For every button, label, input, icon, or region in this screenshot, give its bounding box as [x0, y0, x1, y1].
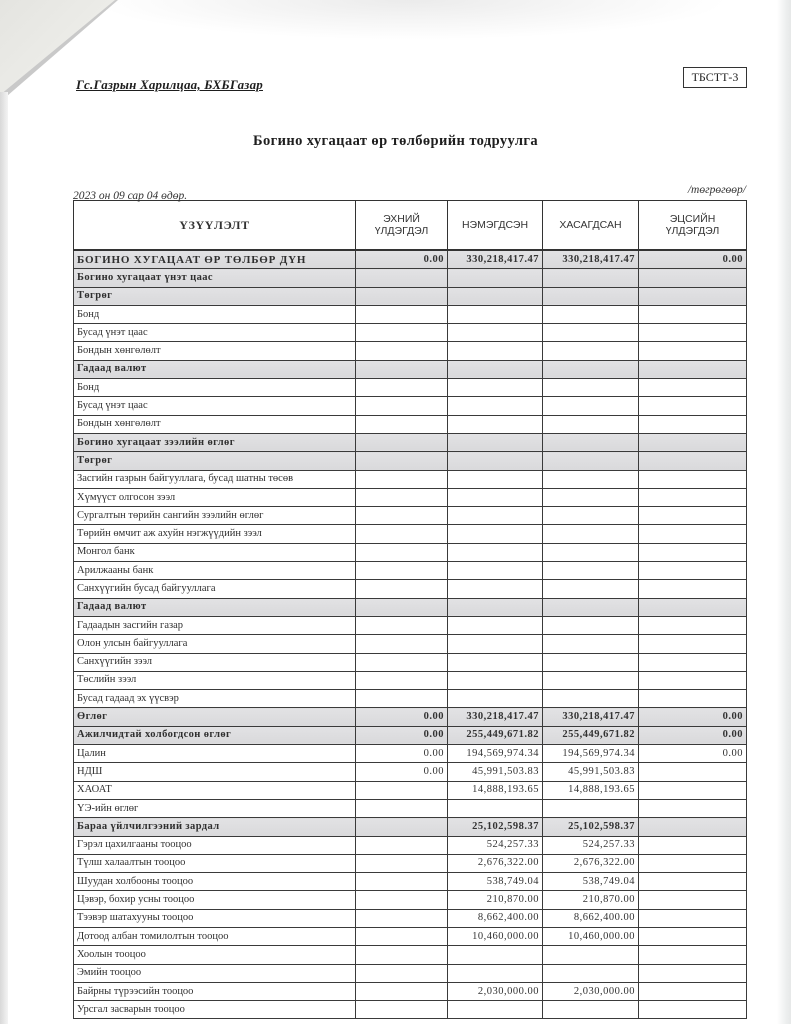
cell-opening-balance — [356, 324, 448, 342]
cell-opening-balance — [356, 562, 448, 580]
row-label: Эмийн тооцоо — [74, 964, 356, 982]
column-header-line: ҮЛДЭГДЭЛ — [665, 225, 720, 237]
table-header-row — [74, 201, 747, 251]
table-row — [74, 891, 747, 909]
cell-opening-balance — [356, 433, 448, 451]
row-label: Арилжааны банк — [74, 562, 356, 580]
table-row — [74, 433, 747, 451]
table-row — [74, 342, 747, 360]
cell-opening-balance — [356, 415, 448, 433]
cell-increased: 14,888,193.65 — [448, 781, 543, 799]
cell-decreased — [543, 433, 639, 451]
cell-decreased: 14,888,193.65 — [543, 781, 639, 799]
table-row — [74, 452, 747, 470]
cell-decreased: 2,676,322.00 — [543, 854, 639, 872]
table-row — [74, 836, 747, 854]
cell-increased — [448, 379, 543, 397]
cell-decreased: 194,569,974.34 — [543, 745, 639, 763]
cell-opening-balance — [356, 1001, 448, 1019]
cell-opening-balance: 0.00 — [356, 745, 448, 763]
cell-increased — [448, 342, 543, 360]
cell-closing-balance — [639, 324, 747, 342]
cell-closing-balance — [639, 873, 747, 891]
table-row — [74, 982, 747, 1000]
cell-increased: 255,449,671.82 — [448, 726, 543, 744]
row-label: Бондын хөнгөлөлт — [74, 415, 356, 433]
cell-decreased: 330,218,417.47 — [543, 250, 639, 269]
table-row — [74, 562, 747, 580]
cell-increased — [448, 415, 543, 433]
cell-opening-balance — [356, 836, 448, 854]
cell-opening-balance — [356, 507, 448, 525]
cell-increased: 45,991,503.83 — [448, 763, 543, 781]
cell-closing-balance: 0.00 — [639, 726, 747, 744]
cell-closing-balance — [639, 635, 747, 653]
cell-decreased: 8,662,400.00 — [543, 909, 639, 927]
row-label: Монгол банк — [74, 543, 356, 561]
table-row — [74, 653, 747, 671]
cell-opening-balance — [356, 799, 448, 817]
table-row — [74, 379, 747, 397]
cell-closing-balance — [639, 562, 747, 580]
column-header-decreased: ХАСАГДСАН — [543, 201, 639, 251]
cell-opening-balance — [356, 269, 448, 287]
table-row — [74, 470, 747, 488]
cell-increased — [448, 616, 543, 634]
table-row — [74, 287, 747, 305]
cell-decreased: 25,102,598.37 — [543, 818, 639, 836]
row-label: Бонд — [74, 305, 356, 323]
cell-opening-balance — [356, 470, 448, 488]
document-title: Богино хугацаат өр төлбөрийн тодруулга — [253, 133, 538, 149]
cell-opening-balance — [356, 543, 448, 561]
table-row — [74, 269, 747, 287]
cell-decreased: 2,030,000.00 — [543, 982, 639, 1000]
row-label: НДШ — [74, 763, 356, 781]
cell-decreased — [543, 562, 639, 580]
cell-decreased — [543, 342, 639, 360]
cell-opening-balance — [356, 488, 448, 506]
table-row — [74, 964, 747, 982]
cell-increased — [448, 287, 543, 305]
cell-increased: 330,218,417.47 — [448, 250, 543, 269]
currency-unit: /төгрөгөөр/ — [687, 184, 746, 196]
row-label: Бусад гадаад эх үүсвэр — [74, 690, 356, 708]
cell-closing-balance — [639, 379, 747, 397]
row-label: Санхүүгийн зээл — [74, 653, 356, 671]
column-header-opening-balance — [356, 201, 448, 251]
cell-closing-balance: 0.00 — [639, 250, 747, 269]
column-header-indicator: ҮЗҮҮЛЭЛТ — [74, 201, 356, 251]
cell-increased: 538,749.04 — [448, 873, 543, 891]
table-row — [74, 616, 747, 634]
cell-opening-balance — [356, 287, 448, 305]
row-label: БОГИНО ХУГАЦААТ ӨР ТӨЛБӨР ДҮН — [74, 250, 356, 269]
cell-increased — [448, 360, 543, 378]
cell-closing-balance — [639, 891, 747, 909]
cell-closing-balance — [639, 781, 747, 799]
table-row — [74, 745, 747, 763]
table-row — [74, 763, 747, 781]
cell-opening-balance — [356, 342, 448, 360]
row-label: Түлш халаалтын тооцоо — [74, 854, 356, 872]
row-label: Сургалтын төрийн сангийн зээлийн өглөг — [74, 507, 356, 525]
table-row — [74, 799, 747, 817]
cell-decreased — [543, 964, 639, 982]
row-label: Бондын хөнгөлөлт — [74, 342, 356, 360]
cell-closing-balance — [639, 854, 747, 872]
cell-closing-balance — [639, 360, 747, 378]
cell-opening-balance — [356, 653, 448, 671]
cell-increased — [448, 507, 543, 525]
cell-increased — [448, 635, 543, 653]
row-label: Дотоод албан томилолтын тооцоо — [74, 927, 356, 945]
cell-opening-balance — [356, 891, 448, 909]
row-label: Гэрэл цахилгааны тооцоо — [74, 836, 356, 854]
cell-decreased — [543, 360, 639, 378]
cell-increased — [448, 580, 543, 598]
cell-increased — [448, 598, 543, 616]
table-row — [74, 305, 747, 323]
table-row — [74, 543, 747, 561]
cell-decreased — [543, 379, 639, 397]
cell-closing-balance — [639, 470, 747, 488]
cell-increased — [448, 562, 543, 580]
cell-opening-balance — [356, 580, 448, 598]
table-row — [74, 360, 747, 378]
row-label: Хоолын тооцоо — [74, 946, 356, 964]
table-body — [74, 250, 747, 1019]
cell-closing-balance — [639, 543, 747, 561]
cell-increased — [448, 433, 543, 451]
cell-opening-balance — [356, 635, 448, 653]
cell-decreased — [543, 671, 639, 689]
cell-closing-balance — [639, 269, 747, 287]
cell-closing-balance — [639, 415, 747, 433]
table-row — [74, 909, 747, 927]
row-label: Байрны түрээсийн тооцоо — [74, 982, 356, 1000]
cell-increased — [448, 324, 543, 342]
table-row — [74, 598, 747, 616]
cell-closing-balance — [639, 946, 747, 964]
cell-decreased — [543, 488, 639, 506]
row-label: Гадаадын засгийн газар — [74, 616, 356, 634]
cell-increased — [448, 525, 543, 543]
cell-increased — [448, 690, 543, 708]
cell-decreased — [543, 598, 639, 616]
row-label: Хүмүүст олгосон зээл — [74, 488, 356, 506]
cell-closing-balance — [639, 671, 747, 689]
row-label: Төрийн өмчит аж ахуйн нэгжүүдийн зээл — [74, 525, 356, 543]
table-row — [74, 671, 747, 689]
row-label: Гадаад валют — [74, 360, 356, 378]
cell-increased — [448, 1001, 543, 1019]
cell-decreased: 255,449,671.82 — [543, 726, 639, 744]
cell-increased — [448, 946, 543, 964]
row-label: Шуудан холбооны тооцоо — [74, 873, 356, 891]
liabilities-table — [73, 200, 747, 1019]
row-label: Засгийн газрын байгууллага, бусад шатны төсөв — [74, 470, 356, 488]
cell-decreased — [543, 269, 639, 287]
row-label: Бонд — [74, 379, 356, 397]
cell-opening-balance — [356, 452, 448, 470]
table-row — [74, 580, 747, 598]
cell-closing-balance — [639, 799, 747, 817]
cell-decreased — [543, 452, 639, 470]
cell-increased: 10,460,000.00 — [448, 927, 543, 945]
row-label: Санхүүгийн бусад байгууллага — [74, 580, 356, 598]
cell-increased: 524,257.33 — [448, 836, 543, 854]
cell-closing-balance — [639, 507, 747, 525]
cell-opening-balance: 0.00 — [356, 763, 448, 781]
cell-closing-balance — [639, 598, 747, 616]
cell-opening-balance — [356, 690, 448, 708]
cell-closing-balance — [639, 982, 747, 1000]
cell-increased — [448, 305, 543, 323]
cell-increased — [448, 397, 543, 415]
cell-closing-balance — [639, 525, 747, 543]
cell-decreased — [543, 507, 639, 525]
cell-opening-balance — [356, 525, 448, 543]
table-row — [74, 726, 747, 744]
cell-decreased: 10,460,000.00 — [543, 927, 639, 945]
cell-closing-balance — [639, 653, 747, 671]
cell-closing-balance — [639, 616, 747, 634]
row-label: Богино хугацаат үнэт цаас — [74, 269, 356, 287]
cell-decreased — [543, 324, 639, 342]
cell-decreased — [543, 653, 639, 671]
cell-opening-balance — [356, 927, 448, 945]
table-row — [74, 927, 747, 945]
table-row — [74, 708, 747, 726]
row-label: Бусад үнэт цаас — [74, 324, 356, 342]
table-row — [74, 415, 747, 433]
cell-increased — [448, 488, 543, 506]
cell-opening-balance — [356, 397, 448, 415]
cell-decreased: 538,749.04 — [543, 873, 639, 891]
cell-closing-balance — [639, 580, 747, 598]
row-label: Ажилчидтай холбогдсон өглөг — [74, 726, 356, 744]
cell-decreased — [543, 635, 639, 653]
cell-closing-balance — [639, 836, 747, 854]
cell-closing-balance — [639, 1001, 747, 1019]
cell-decreased — [543, 616, 639, 634]
cell-closing-balance — [639, 690, 747, 708]
row-label: Өглөг — [74, 708, 356, 726]
cell-increased — [448, 543, 543, 561]
row-label: ҮЭ-ийн өглөг — [74, 799, 356, 817]
cell-decreased — [543, 305, 639, 323]
column-header-increased: НЭМЭГДСЭН — [448, 201, 543, 251]
cell-increased: 330,218,417.47 — [448, 708, 543, 726]
cell-opening-balance — [356, 964, 448, 982]
table-row — [74, 818, 747, 836]
column-header-closing-balance — [639, 201, 747, 251]
cell-decreased — [543, 1001, 639, 1019]
document-date: 2023 он 09 сар 04 өдөр. — [73, 190, 188, 202]
cell-decreased — [543, 525, 639, 543]
cell-closing-balance: 0.00 — [639, 708, 747, 726]
cell-decreased — [543, 470, 639, 488]
cell-decreased: 330,218,417.47 — [543, 708, 639, 726]
cell-decreased — [543, 543, 639, 561]
page-right-edge — [777, 0, 791, 1024]
cell-closing-balance — [639, 927, 747, 945]
cell-increased: 25,102,598.37 — [448, 818, 543, 836]
table-row — [74, 781, 747, 799]
cell-closing-balance — [639, 287, 747, 305]
table-row — [74, 525, 747, 543]
row-label: Бараа үйлчилгээний зардал — [74, 818, 356, 836]
cell-opening-balance — [356, 854, 448, 872]
cell-opening-balance — [356, 671, 448, 689]
column-header-line: ҮЛДЭГДЭЛ — [374, 225, 429, 237]
page-left-edge — [0, 92, 8, 1024]
cell-opening-balance — [356, 781, 448, 799]
table-row — [74, 250, 747, 269]
table-row — [74, 635, 747, 653]
cell-decreased — [543, 580, 639, 598]
row-label: Цалин — [74, 745, 356, 763]
cell-increased — [448, 269, 543, 287]
cell-increased: 194,569,974.34 — [448, 745, 543, 763]
table-row — [74, 873, 747, 891]
scan-shadow — [90, 0, 730, 40]
cell-opening-balance — [356, 818, 448, 836]
cell-opening-balance — [356, 379, 448, 397]
cell-increased — [448, 452, 543, 470]
cell-opening-balance — [356, 909, 448, 927]
cell-increased: 8,662,400.00 — [448, 909, 543, 927]
table-row — [74, 488, 747, 506]
cell-increased — [448, 671, 543, 689]
cell-opening-balance — [356, 946, 448, 964]
cell-closing-balance — [639, 488, 747, 506]
cell-increased: 210,870.00 — [448, 891, 543, 909]
cell-closing-balance — [639, 909, 747, 927]
table-row — [74, 507, 747, 525]
cell-increased — [448, 470, 543, 488]
cell-decreased: 45,991,503.83 — [543, 763, 639, 781]
column-header-line: ЭХНИЙ — [383, 213, 420, 225]
row-label: Богино хугацаат зээлийн өглөг — [74, 433, 356, 451]
cell-decreased — [543, 799, 639, 817]
cell-decreased — [543, 690, 639, 708]
cell-opening-balance — [356, 305, 448, 323]
cell-decreased: 524,257.33 — [543, 836, 639, 854]
cell-closing-balance — [639, 342, 747, 360]
row-label: Олон улсын байгууллага — [74, 635, 356, 653]
cell-opening-balance: 0.00 — [356, 250, 448, 269]
cell-closing-balance: 0.00 — [639, 745, 747, 763]
organization-name: Гс.Газрын Харилцаа, БХБГазар — [76, 77, 263, 92]
cell-closing-balance — [639, 818, 747, 836]
cell-decreased — [543, 415, 639, 433]
cell-decreased — [543, 397, 639, 415]
table-row — [74, 854, 747, 872]
cell-decreased — [543, 287, 639, 305]
table-row — [74, 397, 747, 415]
cell-increased: 2,030,000.00 — [448, 982, 543, 1000]
cell-closing-balance — [639, 305, 747, 323]
table-row — [74, 1001, 747, 1019]
cell-opening-balance — [356, 873, 448, 891]
row-label: Төслийн зээл — [74, 671, 356, 689]
row-label: Бусад үнэт цаас — [74, 397, 356, 415]
cell-opening-balance — [356, 982, 448, 1000]
table-row — [74, 690, 747, 708]
row-label: Тээвэр шатахууны тооцоо — [74, 909, 356, 927]
table-row — [74, 324, 747, 342]
cell-increased — [448, 799, 543, 817]
cell-closing-balance — [639, 433, 747, 451]
table-row — [74, 946, 747, 964]
cell-closing-balance — [639, 397, 747, 415]
row-label: Төгрөг — [74, 452, 356, 470]
cell-closing-balance — [639, 763, 747, 781]
cell-opening-balance — [356, 598, 448, 616]
cell-opening-balance: 0.00 — [356, 708, 448, 726]
cell-decreased: 210,870.00 — [543, 891, 639, 909]
row-label: Төгрөг — [74, 287, 356, 305]
row-label: Цэвэр, бохир усны тооцоо — [74, 891, 356, 909]
column-header-line: ЭЦСИЙН — [669, 213, 716, 225]
cell-opening-balance — [356, 616, 448, 634]
cell-opening-balance: 0.00 — [356, 726, 448, 744]
cell-closing-balance — [639, 964, 747, 982]
form-code-box: ТБСТТ-3 — [683, 67, 747, 88]
cell-increased — [448, 653, 543, 671]
cell-increased: 2,676,322.00 — [448, 854, 543, 872]
cell-opening-balance — [356, 360, 448, 378]
row-label: ХАОАТ — [74, 781, 356, 799]
cell-closing-balance — [639, 452, 747, 470]
cell-decreased — [543, 946, 639, 964]
row-label: Урсгал засварын тооцоо — [74, 1001, 356, 1019]
cell-increased — [448, 964, 543, 982]
row-label: Гадаад валют — [74, 598, 356, 616]
